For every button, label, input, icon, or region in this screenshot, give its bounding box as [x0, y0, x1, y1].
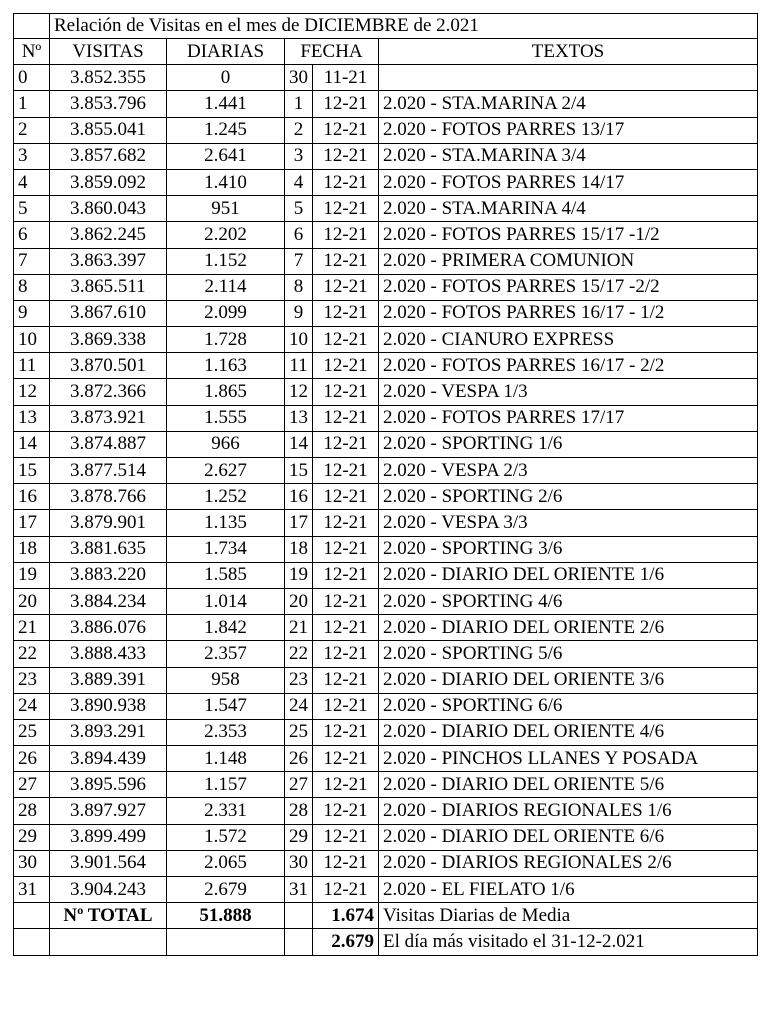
row-mes: 12-21	[313, 693, 379, 719]
row-number: 8	[14, 274, 50, 300]
row-diarias: 1.152	[167, 248, 285, 274]
row-diarias: 1.148	[167, 746, 285, 772]
row-mes: 12-21	[313, 248, 379, 274]
row-number: 3	[14, 143, 50, 169]
row-number: 18	[14, 536, 50, 562]
row-texto: 2.020 - FOTOS PARRES 13/17	[379, 117, 758, 143]
row-visitas: 3.863.397	[50, 248, 167, 274]
row-mes: 12-21	[313, 746, 379, 772]
row-diarias: 2.202	[167, 222, 285, 248]
table-row	[14, 615, 758, 641]
row-number: 12	[14, 379, 50, 405]
row-mes: 12-21	[313, 196, 379, 222]
row-number: 30	[14, 850, 50, 876]
row-texto: 2.020 - FOTOS PARRES 15/17 -1/2	[379, 222, 758, 248]
row-diarias: 1.163	[167, 353, 285, 379]
row-visitas: 3.879.901	[50, 510, 167, 536]
row-visitas: 3.874.887	[50, 431, 167, 457]
row-texto: 2.020 - PINCHOS LLANES Y POSADA	[379, 746, 758, 772]
row-visitas: 3.895.596	[50, 772, 167, 798]
row-diarias: 1.157	[167, 772, 285, 798]
row-number: 24	[14, 693, 50, 719]
row-mes: 12-21	[313, 667, 379, 693]
row-texto: 2.020 - DIARIOS REGIONALES 1/6	[379, 798, 758, 824]
row-diarias: 2.353	[167, 719, 285, 745]
row-mes: 12-21	[313, 562, 379, 588]
row-texto: 2.020 - SPORTING 6/6	[379, 693, 758, 719]
row-number: 20	[14, 588, 50, 614]
row-dia: 10	[285, 327, 313, 353]
row-mes: 12-21	[313, 615, 379, 641]
row-diarias: 1.441	[167, 91, 285, 117]
row-mes: 12-21	[313, 641, 379, 667]
table-row	[14, 300, 758, 326]
row-number: 23	[14, 667, 50, 693]
row-dia: 23	[285, 667, 313, 693]
table-row	[14, 641, 758, 667]
row-diarias: 2.627	[167, 458, 285, 484]
row-texto: 2.020 - VESPA 1/3	[379, 379, 758, 405]
row-diarias: 2.641	[167, 143, 285, 169]
row-dia: 14	[285, 431, 313, 457]
row-texto	[379, 65, 758, 91]
table-row	[14, 431, 758, 457]
row-dia: 8	[285, 274, 313, 300]
table-row	[14, 772, 758, 798]
header-fecha: FECHA	[285, 39, 379, 65]
row-visitas: 3.881.635	[50, 536, 167, 562]
row-visitas: 3.873.921	[50, 405, 167, 431]
row-visitas: 3.877.514	[50, 458, 167, 484]
row-texto: 2.020 - SPORTING 1/6	[379, 431, 758, 457]
row-diarias: 951	[167, 196, 285, 222]
row-mes: 12-21	[313, 379, 379, 405]
table-row	[14, 196, 758, 222]
total-diarias: 51.888	[167, 903, 285, 929]
table-title: Relación de Visitas en el mes de DICIEMBRE de 2.021	[50, 14, 758, 39]
row-dia: 7	[285, 248, 313, 274]
row-diarias: 2.679	[167, 877, 285, 903]
total-row	[14, 903, 758, 929]
table-row	[14, 379, 758, 405]
row-texto: 2.020 - PRIMERA COMUNION	[379, 248, 758, 274]
row-number: 28	[14, 798, 50, 824]
row-dia: 19	[285, 562, 313, 588]
table-row	[14, 536, 758, 562]
row-mes: 12-21	[313, 431, 379, 457]
row-diarias: 1.410	[167, 169, 285, 195]
row-mes: 12-21	[313, 824, 379, 850]
table-row	[14, 169, 758, 195]
row-number: 29	[14, 824, 50, 850]
row-number: 4	[14, 169, 50, 195]
row-diarias: 2.357	[167, 641, 285, 667]
row-dia: 26	[285, 746, 313, 772]
row-number: 17	[14, 510, 50, 536]
row-dia: 2	[285, 117, 313, 143]
row-visitas: 3.878.766	[50, 484, 167, 510]
row-number: 7	[14, 248, 50, 274]
max-text: El día más visitado el 31-12-2.021	[379, 929, 758, 955]
row-diarias: 1.245	[167, 117, 285, 143]
row-texto: 2.020 - FOTOS PARRES 14/17	[379, 169, 758, 195]
row-visitas: 3.890.938	[50, 693, 167, 719]
header-textos: TEXTOS	[379, 39, 758, 65]
row-texto: 2.020 - DIARIO DEL ORIENTE 1/6	[379, 562, 758, 588]
row-number: 13	[14, 405, 50, 431]
row-dia: 20	[285, 588, 313, 614]
row-visitas: 3.888.433	[50, 641, 167, 667]
row-dia: 5	[285, 196, 313, 222]
table-row	[14, 353, 758, 379]
row-diarias: 1.734	[167, 536, 285, 562]
row-mes: 12-21	[313, 91, 379, 117]
row-visitas: 3.883.220	[50, 562, 167, 588]
row-texto: 2.020 - FOTOS PARRES 16/17 - 2/2	[379, 353, 758, 379]
table-row	[14, 510, 758, 536]
row-texto: 2.020 - STA.MARINA 2/4	[379, 91, 758, 117]
row-dia: 22	[285, 641, 313, 667]
row-number: 25	[14, 719, 50, 745]
row-mes: 12-21	[313, 353, 379, 379]
row-diarias: 1.842	[167, 615, 285, 641]
row-visitas: 3.870.501	[50, 353, 167, 379]
max-spacer-2	[50, 929, 167, 955]
row-visitas: 3.886.076	[50, 615, 167, 641]
row-number: 5	[14, 196, 50, 222]
row-visitas: 3.893.291	[50, 719, 167, 745]
row-number: 6	[14, 222, 50, 248]
row-number: 9	[14, 300, 50, 326]
row-number: 19	[14, 562, 50, 588]
row-visitas: 3.897.927	[50, 798, 167, 824]
table-row	[14, 588, 758, 614]
max-spacer-3	[167, 929, 285, 955]
row-number: 16	[14, 484, 50, 510]
row-dia: 13	[285, 405, 313, 431]
average-text: Visitas Diarias de Media	[379, 903, 758, 929]
row-number: 22	[14, 641, 50, 667]
row-dia: 11	[285, 353, 313, 379]
row-diarias: 2.331	[167, 798, 285, 824]
row-texto: 2.020 - DIARIO DEL ORIENTE 2/6	[379, 615, 758, 641]
header-visitas: VISITAS	[50, 39, 167, 65]
row-dia: 30	[285, 65, 313, 91]
row-dia: 18	[285, 536, 313, 562]
row-visitas: 3.872.366	[50, 379, 167, 405]
row-texto: 2.020 - FOTOS PARRES 15/17 -2/2	[379, 274, 758, 300]
row-dia: 31	[285, 877, 313, 903]
header-diarias: DIARIAS	[167, 39, 285, 65]
row-visitas: 3.867.610	[50, 300, 167, 326]
title-row	[14, 14, 758, 39]
row-mes: 12-21	[313, 300, 379, 326]
row-visitas: 3.884.234	[50, 588, 167, 614]
row-dia: 3	[285, 143, 313, 169]
row-mes: 12-21	[313, 719, 379, 745]
row-texto: 2.020 - DIARIO DEL ORIENTE 4/6	[379, 719, 758, 745]
row-number: 15	[14, 458, 50, 484]
row-diarias: 2.065	[167, 850, 285, 876]
row-diarias: 958	[167, 667, 285, 693]
row-texto: 2.020 - VESPA 2/3	[379, 458, 758, 484]
row-dia: 12	[285, 379, 313, 405]
row-diarias: 1.252	[167, 484, 285, 510]
row-mes: 12-21	[313, 877, 379, 903]
max-row	[14, 929, 758, 955]
row-texto: 2.020 - SPORTING 2/6	[379, 484, 758, 510]
row-diarias: 0	[167, 65, 285, 91]
row-number: 1	[14, 91, 50, 117]
row-visitas: 3.904.243	[50, 877, 167, 903]
row-mes: 12-21	[313, 405, 379, 431]
row-mes: 12-21	[313, 772, 379, 798]
row-diarias: 1.014	[167, 588, 285, 614]
table-row	[14, 91, 758, 117]
row-dia: 17	[285, 510, 313, 536]
row-diarias: 1.728	[167, 327, 285, 353]
row-mes: 12-21	[313, 222, 379, 248]
row-texto: 2.020 - FOTOS PARRES 17/17	[379, 405, 758, 431]
row-visitas: 3.889.391	[50, 667, 167, 693]
row-mes: 11-21	[313, 65, 379, 91]
row-diarias: 1.572	[167, 824, 285, 850]
table-row	[14, 877, 758, 903]
table-row	[14, 824, 758, 850]
table-row	[14, 746, 758, 772]
row-dia: 4	[285, 169, 313, 195]
table-row	[14, 327, 758, 353]
table-row	[14, 667, 758, 693]
title-spacer	[14, 14, 50, 39]
row-diarias: 966	[167, 431, 285, 457]
row-texto: 2.020 - DIARIO DEL ORIENTE 3/6	[379, 667, 758, 693]
row-texto: 2.020 - DIARIO DEL ORIENTE 6/6	[379, 824, 758, 850]
table-row	[14, 248, 758, 274]
row-dia: 24	[285, 693, 313, 719]
table-row	[14, 143, 758, 169]
row-texto: 2.020 - SPORTING 4/6	[379, 588, 758, 614]
row-dia: 21	[285, 615, 313, 641]
total-label: Nº TOTAL	[50, 903, 167, 929]
row-texto: 2.020 - VESPA 3/3	[379, 510, 758, 536]
row-mes: 12-21	[313, 484, 379, 510]
total-spacer	[14, 903, 50, 929]
row-dia: 29	[285, 824, 313, 850]
row-dia: 15	[285, 458, 313, 484]
row-texto: 2.020 - DIARIOS REGIONALES 2/6	[379, 850, 758, 876]
table-row	[14, 222, 758, 248]
row-number: 11	[14, 353, 50, 379]
row-mes: 12-21	[313, 510, 379, 536]
row-number: 0	[14, 65, 50, 91]
row-diarias: 1.585	[167, 562, 285, 588]
row-texto: 2.020 - DIARIO DEL ORIENTE 5/6	[379, 772, 758, 798]
row-dia: 1	[285, 91, 313, 117]
row-visitas: 3.862.245	[50, 222, 167, 248]
row-diarias: 2.099	[167, 300, 285, 326]
total-day-spacer	[285, 903, 313, 929]
table-row	[14, 719, 758, 745]
row-number: 21	[14, 615, 50, 641]
row-texto: 2.020 - STA.MARINA 3/4	[379, 143, 758, 169]
row-dia: 30	[285, 850, 313, 876]
row-diarias: 2.114	[167, 274, 285, 300]
row-number: 14	[14, 431, 50, 457]
row-visitas: 3.860.043	[50, 196, 167, 222]
row-mes: 12-21	[313, 327, 379, 353]
row-texto: 2.020 - SPORTING 3/6	[379, 536, 758, 562]
table-row	[14, 798, 758, 824]
row-diarias: 1.865	[167, 379, 285, 405]
row-mes: 12-21	[313, 143, 379, 169]
row-visitas: 3.855.041	[50, 117, 167, 143]
row-mes: 12-21	[313, 798, 379, 824]
row-number: 2	[14, 117, 50, 143]
table-row	[14, 484, 758, 510]
table-row	[14, 65, 758, 91]
row-mes: 12-21	[313, 169, 379, 195]
row-visitas: 3.869.338	[50, 327, 167, 353]
row-texto: 2.020 - CIANURO EXPRESS	[379, 327, 758, 353]
row-diarias: 1.135	[167, 510, 285, 536]
table-row	[14, 693, 758, 719]
row-texto: 2.020 - STA.MARINA 4/4	[379, 196, 758, 222]
header-n: Nº	[14, 39, 50, 65]
row-diarias: 1.547	[167, 693, 285, 719]
max-value: 2.679	[313, 929, 379, 955]
row-number: 31	[14, 877, 50, 903]
row-mes: 12-21	[313, 850, 379, 876]
table-row	[14, 405, 758, 431]
row-texto: 2.020 - EL FIELATO 1/6	[379, 877, 758, 903]
row-dia: 9	[285, 300, 313, 326]
row-number: 10	[14, 327, 50, 353]
row-visitas: 3.852.355	[50, 65, 167, 91]
row-texto: 2.020 - FOTOS PARRES 16/17 - 1/2	[379, 300, 758, 326]
row-mes: 12-21	[313, 274, 379, 300]
max-spacer-1	[14, 929, 50, 955]
table-row	[14, 458, 758, 484]
table-row	[14, 274, 758, 300]
row-visitas: 3.857.682	[50, 143, 167, 169]
row-mes: 12-21	[313, 536, 379, 562]
row-mes: 12-21	[313, 588, 379, 614]
row-dia: 27	[285, 772, 313, 798]
row-visitas: 3.853.796	[50, 91, 167, 117]
row-visitas: 3.899.499	[50, 824, 167, 850]
row-dia: 28	[285, 798, 313, 824]
visits-table	[13, 13, 758, 956]
row-visitas: 3.859.092	[50, 169, 167, 195]
row-texto: 2.020 - SPORTING 5/6	[379, 641, 758, 667]
table-row	[14, 850, 758, 876]
table-row	[14, 117, 758, 143]
row-dia: 16	[285, 484, 313, 510]
row-diarias: 1.555	[167, 405, 285, 431]
average-value: 1.674	[313, 903, 379, 929]
row-mes: 12-21	[313, 458, 379, 484]
row-mes: 12-21	[313, 117, 379, 143]
header-row	[14, 39, 758, 65]
row-dia: 6	[285, 222, 313, 248]
row-dia: 25	[285, 719, 313, 745]
max-spacer-4	[285, 929, 313, 955]
row-number: 26	[14, 746, 50, 772]
row-number: 27	[14, 772, 50, 798]
table-row	[14, 562, 758, 588]
row-visitas: 3.865.511	[50, 274, 167, 300]
row-visitas: 3.901.564	[50, 850, 167, 876]
row-visitas: 3.894.439	[50, 746, 167, 772]
